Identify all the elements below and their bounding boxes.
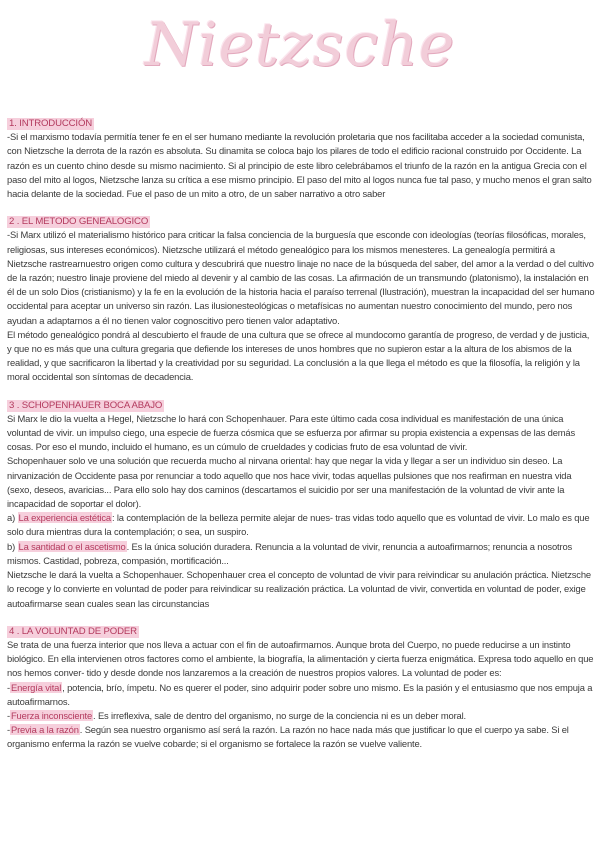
page-title: Nietzsche (144, 10, 456, 80)
section-heading: 3 . SCHOPENHAUER BOCA ABAJO (9, 399, 163, 411)
item-prefix: b) (7, 540, 18, 552)
document-body (7, 115, 595, 764)
paragraph: Nietzsche le dará la vuelta a Schopenhauer. Schopenhauer crea el concepto de voluntad de vivir para reivindicar su anulación práctica. Nietzsche lo recoge y lo convierte en voluntad de poder para reivindicar su realización práctica. La voluntad de vivir, convertida en voluntad de poder, exige autoafirmarse sean cuales sean las circunstancias (7, 569, 591, 609)
list-item (7, 511, 595, 539)
list-item (7, 709, 595, 723)
item-text: : la contemplación de la belleza permite alejar de nues- tras vidas todo aquello que es voluntad de vivir. Lo malo es que solo dura mientras dura la contemplación; o sea, un suspiro. (7, 512, 590, 538)
highlighted-term: La experiencia estética (18, 512, 111, 524)
paragraph: Schopenhauer solo ve una solución que recuerda mucho al nirvana oriental: hay que negar la vida y llegar a ser un individuo sin deseo. La nirvanización de Occidente pasa por renunciar a todo aquello que nos hace vivir, todas aquellas pulsiones que nos reafirman en nuestra vida (sexo, deseos, avaricias... Para ello solo hay dos caminos (descartamos el suicidio por ser una manifestación de la voluntad de vivir ante la incapacidad de soportar el dolor). (7, 455, 572, 510)
section-schopenhauer (7, 397, 595, 611)
section-heading: 2 . EL METODO GENEALOGICO (9, 216, 149, 228)
list-item (7, 681, 595, 709)
paragraph: -Si el marxismo todavía permitía tener fe en el ser humano mediante la revolución proletaria que nos facilitaba acceder a la sociedad comunista, con Nietzsche la derrota de la razón es absoluta. Su dinamita se coloca bajo los pilares de todo el edificio racional construido por Occidente. La razón es un cuento chino desde su mismo nacimiento. Si al principio de este libro celebrábamos el triunfo de la razón en la antigua Grecia con el paso del mito al logos, Nietzsche lanza su crítica a ese mismo principio. El paso del mito al logos nunca fue tal paso, y mucho menos el gran salto hacia delante de la sociedad. Fue el paso de un mito a otro, de un saber narrativo a otro saber (7, 131, 592, 200)
section-metodo-genealogico (7, 213, 595, 384)
item-prefix: a) (7, 512, 18, 524)
list-item (7, 540, 595, 568)
paragraph: Si Marx le dio la vuelta a Hegel, Nietzsche lo hará con Schopenhauer. Para este último cada cosa individual es manifestación de una única voluntad de vivir. un impulso ciego, una especie de fuerza cósmica que se esfuerza por afirmar su propia existencia a expensas de las demás cosas. Por eso el mundo, incluido el humano, es un cúmulo de crueldades y codicias fruto de esa voluntad de vivir. (7, 412, 576, 453)
item-text: . Es irreflexiva, sale de dentro del organismo, no surge de la conciencia ni es un deber moral. (93, 709, 466, 721)
item-text: . Según sea nuestro organismo así será la razón. La razón no hace nada más que justificar lo que el cuerpo ya sabe. Si el organismo enferma la razón se vuelve cobarde; si el organismo se fortalece la razón se vuelve valiente. (7, 724, 569, 750)
highlighted-term: La santidad o el ascetismo (18, 540, 126, 552)
section-heading: 1. INTRODUCCIÓN (9, 118, 93, 129)
item-text: , potencia, brío, ímpetu. No es querer el poder, sino adquirir poder sobre uno mismo. Es la pasión y el entusiasmo que nos empuja a autoafirmarnos. (7, 681, 593, 707)
item-prefix: - (7, 681, 10, 693)
section-voluntad-de-poder (7, 623, 595, 752)
highlighted-term: Previa a la razón (10, 724, 79, 736)
paragraph: El método genealógico pondrá al descubierto el fraude de una cultura que se ofrece al mundocomo garantía de progreso, de verdad y de justicia, y que no es más que una cultura gregaria que defiende los intereses de unos hombres que no supieron estar a la altura de los abismos de la realidad, y que sacrificaron la libertad y la creatividad por su seguridad. La conclusión a la que llega el método es que la filosofía, la religión y la moral occidental son síntomas de decadencia. (7, 328, 590, 383)
section-heading: 4 . LA VOLUNTAD DE PODER (9, 625, 137, 637)
item-text: . Es la única solución duradera. Renuncia a la voluntad de vivir, renuncia a autoafirmarnos; renuncia a nosotros mismos. Castidad, pobreza, compasión, mortificación... (7, 540, 573, 566)
paragraph: -Si Marx utilizó el materialismo histórico para criticar la falsa conciencia de la burguesía que esconde con ideologías (teorías filosóficas, morales, religiosas, sus intereses económicos). Nietzsche utilizará el método genealógico para los mismos menesteres. La genealogía permitirá a Nietzsche rastrearnuestro origen como cultura y descubrirá que nuestro linaje no nace de la búsqueda del saber, del amor a la verdad o del cultivo de la razón; nuestro linaje proviene del miedo al devenir y al cambio de las cosas. La afirmación de un transmundo (platonismo), la instalación en él de un solo Dios (cristianismo) y la fe en la evolución de la historia hacia el paraíso terrenal (Ilustración), muestran la incapacidad del ser humano occidental para aceptar un universo sin razón. Las ilusionesteológicas o metafísicas no aumentan nuestro conocimiento del mundo, pero nos ayudan a adaptarnos a él no tienen valor cognoscitivo pero tienen valor adaptativo. (7, 229, 595, 326)
section-introduccion (7, 115, 595, 201)
highlighted-term: Energía vital (10, 681, 62, 693)
paragraph: Se trata de una fuerza interior que nos lleva a actuar con el fin de autoafirmarnos. Aunque brota del Cuerpo, no puede reducirse a un instinto biológico. En ella intervienen otros factores como el ambiente, la biografía, la alimentación y cierta fuerza enigmática. Expresa todo aquello en que nos hemos conver- tido y desde donde nos lanzaremos a la creación de nuestros propios valores. La voluntad de poder es: (7, 638, 594, 679)
item-prefix: - (7, 709, 10, 721)
list-item (7, 723, 595, 751)
item-prefix: - (7, 724, 10, 736)
highlighted-term: Fuerza inconsciente (10, 709, 93, 721)
